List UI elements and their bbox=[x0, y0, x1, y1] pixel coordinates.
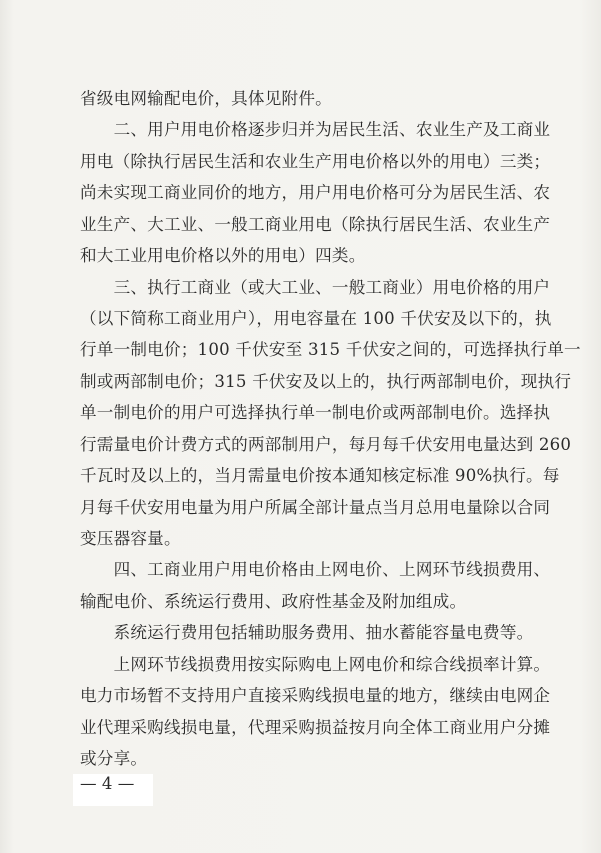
text-line-17: 输配电价、系统运行费用、政府性基金及附加组成。 bbox=[80, 592, 467, 611]
text-line-10: 制或两部制电价；315 千伏安及以上的，执行两部制电价，现执行 bbox=[80, 372, 572, 391]
text-line-21: 业代理采购线损电量，代理采购损益按月向全体工商业用户分摊 bbox=[80, 718, 551, 737]
text-line-16: 四、工商业用户用电价格由上网电价、上网环节线损费用、 bbox=[80, 560, 551, 579]
text-line-13: 千瓦时及以上的，当月需量电价按本通知核定标准 90%执行。每 bbox=[80, 466, 560, 485]
text-line-7: 三、执行工商业（或大工业、一般工商业）用电价格的用户 bbox=[80, 278, 551, 297]
page-number: — 4 — bbox=[80, 774, 135, 793]
text-line-18: 系统运行费用包括辅助服务费用、抽水蓄能容量电费等。 bbox=[80, 623, 534, 642]
text-line-2: 二、用户用电价格逐步归并为居民生活、农业生产及工商业 bbox=[80, 120, 551, 139]
text-line-3: 用电（除执行居民生活和农业生产用电价格以外的用电）三类； bbox=[80, 152, 551, 171]
text-line-1: 省级电网输配电价，具体见附件。 bbox=[80, 89, 332, 108]
text-line-4: 尚未实现工商业同价的地方，用户用电价格可分为居民生活、农 bbox=[80, 183, 551, 202]
text-line-5: 业生产、大工业、一般工商业用电（除执行居民生活、农业生产 bbox=[80, 215, 551, 234]
text-line-9: 行单一制电价；100 千伏安至 315 千伏安之间的，可选择执行单一 bbox=[80, 340, 581, 359]
text-line-15: 变压器容量。 bbox=[80, 529, 181, 548]
text-line-20: 电力市场暂不支持用户直接采购线损电量的地方，继续由电网企 bbox=[80, 686, 551, 705]
text-line-8: （以下简称工商业用户），用电容量在 100 千伏安及以下的，执 bbox=[80, 309, 552, 328]
text-line-11: 单一制电价的用户可选择执行单一制电价或两部制电价。选择执 bbox=[80, 403, 551, 422]
text-line-22: 或分享。 bbox=[80, 749, 148, 768]
text-line-14: 月每千伏安用电量为用户所属全部计量点当月总用电量除以合同 bbox=[80, 498, 551, 517]
text-line-12: 行需量电价计费方式的两部制用户，每月每千伏安用电量达到 260 bbox=[80, 435, 572, 454]
text-line-19: 上网环节线损费用按实际购电上网电价和综合线损率计算。 bbox=[80, 655, 551, 674]
text-line-6: 和大工业用电价格以外的用电）四类。 bbox=[80, 246, 366, 265]
